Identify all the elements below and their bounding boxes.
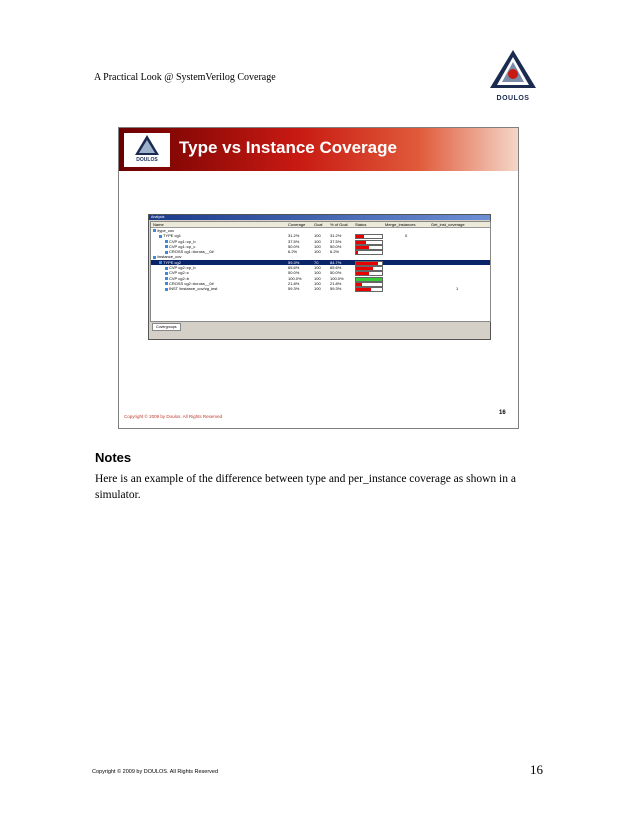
tree-node-icon xyxy=(165,277,168,280)
slide-title: Type vs Instance Coverage xyxy=(179,138,397,157)
row-name: CVP cg1::cp_c xyxy=(165,244,195,249)
slide-logo-text: DOULOS xyxy=(136,157,158,163)
row-name: CVP cg2::c xyxy=(165,270,189,275)
row-merge: 0 xyxy=(405,233,408,239)
row-pct-goal: 65.6% xyxy=(330,265,342,271)
row-name: /type_cov xyxy=(153,228,174,233)
row-coverage: 37.5% xyxy=(288,238,300,244)
row-coverage: 50.0% xyxy=(288,243,300,249)
row-name: TYPE cg2 xyxy=(159,260,181,265)
doulos-logo-icon xyxy=(484,48,542,94)
row-name: CROSS cg1::#cross__0# xyxy=(165,249,214,254)
slide-image xyxy=(118,127,519,429)
row-coverage: 59.3% xyxy=(288,286,300,292)
row-name: INST \instance_cov/cg_inst xyxy=(165,286,217,291)
row-goal: 100 xyxy=(314,286,321,292)
tab-covergroups[interactable]: Covergroups xyxy=(152,323,181,331)
tree-node-icon xyxy=(159,235,162,238)
row-coverage: 65.6% xyxy=(288,265,300,271)
coverage-table xyxy=(150,221,491,322)
slide-copyright: Copyright © 2009 by Doulos. All Rights Reserved xyxy=(124,414,223,419)
row-name: CVP cg2::b xyxy=(165,276,189,281)
row-goal: 100 xyxy=(314,243,321,249)
tree-node-icon xyxy=(165,267,168,270)
row-pct-goal: 59.3% xyxy=(330,286,342,292)
row-goal: 100 xyxy=(314,275,321,281)
col-coverage[interactable]: Coverage xyxy=(288,222,306,227)
col-goal[interactable]: Goal xyxy=(314,222,323,227)
notes-heading: Notes xyxy=(95,450,132,465)
row-coverage: 31.2% xyxy=(288,233,300,239)
row-pct-goal: 84.7% xyxy=(330,259,342,265)
slide-banner xyxy=(119,128,518,171)
page-number: 16 xyxy=(530,762,543,777)
row-name: CVP cg2::cp_b xyxy=(165,265,196,270)
tree-node-icon xyxy=(165,245,168,248)
row-name: TYPE cg1 xyxy=(159,233,181,238)
row-pct-goal: 50.0% xyxy=(330,270,342,276)
col-pct-goal[interactable]: % of Goal xyxy=(330,222,348,227)
tree-node-icon xyxy=(153,256,156,259)
simulator-titlebar: Analysis xyxy=(149,215,490,220)
row-goal: 100 xyxy=(314,233,321,239)
row-inst: 1 xyxy=(456,286,459,292)
doulos-logo xyxy=(484,48,542,106)
tree-node-icon xyxy=(165,240,168,243)
row-coverage: 21.8% xyxy=(288,280,300,286)
tree-node-icon xyxy=(165,288,168,291)
simulator-window xyxy=(148,214,491,340)
row-pct-goal: 31.2% xyxy=(330,233,342,239)
logo-text: DOULOS xyxy=(496,95,530,102)
tree-node-icon xyxy=(153,229,156,232)
tree-node-icon xyxy=(165,282,168,285)
slide-logo xyxy=(124,133,170,167)
row-name: CVP cg1::cp_b xyxy=(165,239,196,244)
col-name[interactable]: Name xyxy=(153,222,164,227)
row-goal: 100 xyxy=(314,265,321,271)
row-name: /instance_cov xyxy=(153,254,181,259)
status-bar xyxy=(355,287,383,292)
row-goal: 100 xyxy=(314,280,321,286)
row-pct-goal: 37.5% xyxy=(330,238,342,244)
document-header: A Practical Look @ SystemVerilog Coverage xyxy=(94,72,276,83)
slide-page-number: 16 xyxy=(499,410,506,416)
simulator-tabbar xyxy=(150,322,489,338)
tree-node-icon xyxy=(159,261,162,264)
row-pct-goal: 6.2% xyxy=(330,249,340,255)
tree-node-icon xyxy=(165,251,168,254)
row-pct-goal: 100.0% xyxy=(330,275,344,281)
row-goal: 100 xyxy=(314,249,321,255)
row-coverage: 6.2% xyxy=(288,249,298,255)
row-coverage: 100.0% xyxy=(288,275,302,281)
col-inst[interactable]: Get_inst_coverage xyxy=(431,222,465,227)
table-rows xyxy=(151,228,490,292)
slide-logo-icon xyxy=(124,133,170,157)
row-coverage: 50.0% xyxy=(288,270,300,276)
col-merge[interactable]: Merge_instances xyxy=(385,222,416,227)
notes-body: Here is an example of the difference between type and per_instance coverage as shown in a simulator. xyxy=(95,473,516,501)
row-pct-goal: 50.0% xyxy=(330,243,342,249)
row-goal: 100 xyxy=(314,238,321,244)
col-status[interactable]: Status xyxy=(355,222,367,227)
row-coverage: 59.3% xyxy=(288,259,300,265)
tree-node-icon xyxy=(165,272,168,275)
row-pct-goal: 21.8% xyxy=(330,280,342,286)
row-goal: 70 xyxy=(314,259,319,265)
table-row[interactable] xyxy=(151,286,490,291)
footer-copyright: Copyright © 2009 by DOULOS. All Rights Reserved xyxy=(92,769,219,775)
row-name: CROSS cg2::#cross__0# xyxy=(165,281,214,286)
row-goal: 100 xyxy=(314,270,321,276)
status-bar-fill xyxy=(356,288,371,291)
